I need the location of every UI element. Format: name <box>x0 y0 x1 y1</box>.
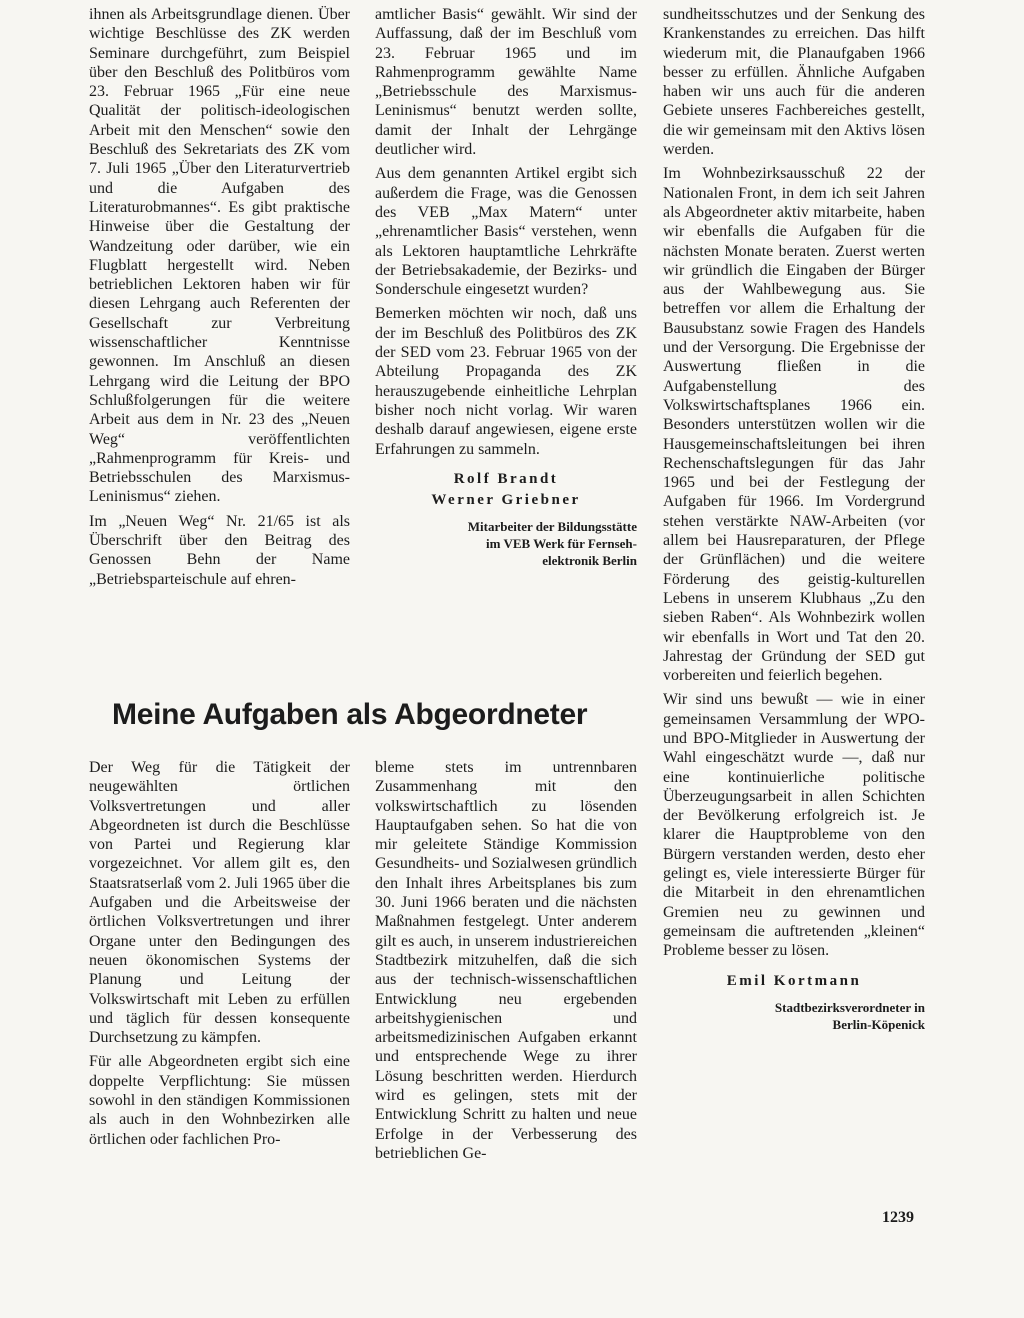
paragraph: Aus dem genannten Artikel ergibt sich außerdem die Frage, was die Genossen des VEB „Max Matern“ unter „ehrenamtlicher Basis“ verstehen, wenn als Lektoren hauptamtliche Lehrkräfte der Betriebsakademie, der Bezirks- und Sonderschule eingesetzt wurden? <box>375 165 637 299</box>
paragraph: Der Weg für die Tätigkeit der neugewählten örtlichen Volksvertretungen und aller Abgeordneten ist durch die Beschlüsse von Partei und Regierung klar vorgezeichnet. Vor allem gilt es, den Staatsratserlaß vom 2. Juli 1965 über die Aufgaben und die Arbeitsweise der örtlichen Volksvertretungen und ihrer Organe unter den Bedingungen des neuen ökonomischen Systems der Planung und Leitung der Volkswirtschaft mit Leben zu erfüllen und täglich für dessen konsequente Durchsetzung zu kämpfen. <box>89 759 350 1047</box>
article-headline: Meine Aufgaben als Abgeordneter <box>112 698 588 731</box>
paragraph: Für alle Abgeordneten ergibt sich eine doppelte Verpflichtung: Sie müssen sowohl in den ständigen Kommissionen als auch in den Wohnbezirken alle örtlichen oder fachlichen Pro- <box>89 1053 350 1148</box>
paragraph: bleme stets im untrennbaren Zusammenhang mit den volkswirtschaftlich zu lösenden Hauptaufgaben sehen. So hat die von mir geleitete Ständige Kommission Gesundheits- und Sozialwesen gründlich den Inhalt ihres Arbeitsplanes bis zum 30. Juni 1966 beraten und die nächsten Maßnahmen festgelegt. Unter anderem gilt es auch, in unserem industriereichen Stadtbezirk mitzuhelfen, daß die sich aus der technisch-wissenschaftlichen Entwicklung neu ergebenden arbeitshygienischen und arbeitsmedizinischen Aufgaben erkannt und entsprechende Wege zu ihrer Lösung beschritten werden. Hierdurch wird es gelingen, stets mit der Entwicklung Schritt zu halten und neue Erfolge in der Verbesserung des betrieblichen Ge- <box>375 759 637 1162</box>
paragraph: Im „Neuen Weg“ Nr. 21/65 ist als Überschrift über den Beitrag des Genossen Behn der Name „Betriebsparteischule auf ehren- <box>89 512 350 588</box>
signature-role: Mitarbeiter der Bildungsstätte im VEB Werk für Fernseh- elektronik Berlin <box>467 518 637 568</box>
page-number: 1239 <box>882 1209 914 1226</box>
column-top-left <box>89 5 350 594</box>
paragraph: sundheitsschutzes und der Senkung des Krankenstandes zu erreichen. Das hilft wiederum mit, die Planaufgaben 1966 besser zu erfüllen. Ähnliche Aufgaben haben wir uns auch für die anderen Gebiete unseres Fachbereiches gestellt, die wir gemeinsam mit den Aktivs lösen werden. <box>663 6 925 159</box>
column-article-left <box>89 758 350 1154</box>
paragraph: ihnen als Arbeitsgrundlage dienen. Über wichtige Beschlüsse des ZK werden Seminare durchgeführt, zum Beispiel über den Beschluß des Politbüros vom 23. Februar 1965 „Für eine neue Qualität der politisch-ideologischen Arbeit mit den Menschen“ sowie den Beschluß des Sekretariats des ZK vom 7. Juli 1965 „Über den Literaturvertrieb und die Aufgaben des Literaturobmannes“. Es gibt praktische Hinweise über die Gestaltung der Wandzeitung oder darüber, wie ein Flugblatt hergestellt wird. Neben betrieblichen Lektoren haben wir für diesen Lehrgang auch Referenten der Gesellschaft zur Verbreitung wissenschaftlicher Kenntnisse gewonnen. Im Anschluß an diesen Lehrgang wird die Leitung der BPO Schlußfolgerungen für die weitere Arbeit aus dem in Nr. 23 des „Neuen Weg“ veröffentlichten „Rahmenprogramm für Kreis- und Betriebsschulen des Marxismus-Leninismus“ ziehen. <box>89 6 350 506</box>
signature-name: Rolf Brandt <box>453 470 559 487</box>
column-top-middle <box>375 5 637 569</box>
paragraph: Wir sind uns bewußt — wie in einer gemeinsamen Versammlung der WPO- und BPO-Mitglieder in Auswertung der Wahl eingeschätzt wurde —, daß nur eine kontinuierliche politische Überzeugungsarbeit in allen Schichten der Bevölkerung erfolgreich ist. Je klarer die Hauptprobleme von den Bürgern verstanden werden, desto eher gelingt es, viele interessierte Bürger für die Mitarbeit in den ehrenamtlichen Gremien neu zu gewinnen und gemeinsam die auftretenden „kleinen“ Probleme besser zu lösen. <box>663 691 925 960</box>
paragraph: Im Wohnbezirksausschuß 22 der Nationalen Front, in dem ich seit Jahren als Abgeordneter aktiv mitarbeite, haben wir ebenfalls die Aufgaben für die nächsten Monate beraten. Zuerst werten wir gründlich die Eingaben der Bürger aus der Wahlbewegung aus. Sie betreffen vor allem die Erhaltung der Bausubstanz sowie Fragen des Handels und der Versorgung. Die Ergebnisse der Auswertung fließen in die Aufgabenstellung des Volkswirtschaftsplanes 1966 ein. Besonders unterstützen wollen wir die Hausgemeinschaftsleitungen bei ihren Rechenschaftslegungen für das Jahr 1965 und bei der Festlegung der Aufgaben für 1966. Im Vordergrund stehen verstärkte NAW-Arbeiten (vor allem bei Hausreparaturen, der Pflege der Grünflächen) und die weitere Förderung des geistig-kulturellen Lebens in unserem Klubhaus „Zu den sieben Raben“. Als Wohnbezirk wollen wir ebenfalls in Wort und Tat den 20. Jahrestag der Gründung der SED gut vorbereiten und feierlich begehen. <box>663 165 925 685</box>
column-right <box>663 5 925 1033</box>
signature-name: Emil Kortmann <box>726 972 862 989</box>
signature-name: Werner Griebner <box>431 491 581 508</box>
paragraph: amtlicher Basis“ gewählt. Wir sind der Auffassung, daß der im Beschluß vom 23. Februar 1965 und im Rahmenprogramm gewählte Name „Betriebsschule des Marxismus-Leninismus“ benutzt werden sollte, damit der Inhalt der Lehrgänge deutlicher wird. <box>375 6 637 159</box>
signature-role: Stadtbezirksverordneter in Berlin-Köpenick <box>774 999 925 1032</box>
paragraph: Bemerken möchten wir noch, daß uns der im Beschluß des Politbüros des ZK der SED vom 23. Februar 1965 von der Abteilung Propaganda des ZK herauszugebende einheitliche Lehrplan bisher noch nicht vorlag. Wir waren deshalb darauf angewiesen, eigene erste Erfahrungen zu sammeln. <box>375 305 637 458</box>
column-article-middle <box>375 758 637 1168</box>
